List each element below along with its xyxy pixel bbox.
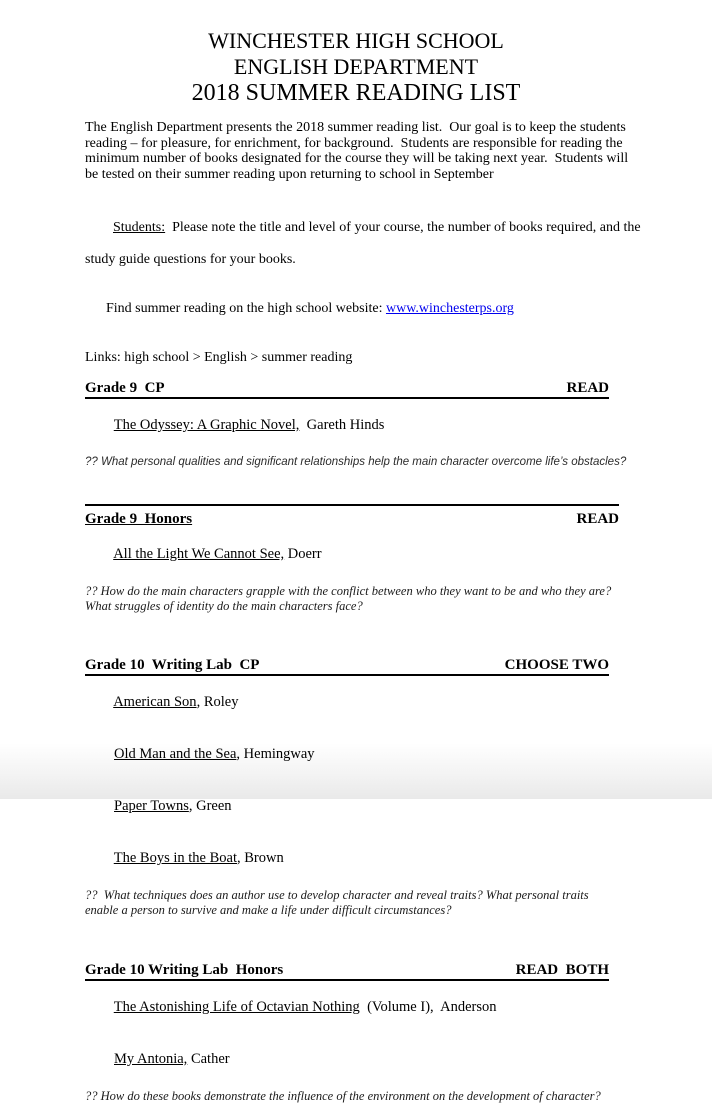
- book-author: , Roley: [196, 694, 239, 710]
- book-item: [85, 781, 609, 832]
- study-question: ?? How do these books demonstrate the influence of the environment on the development of character?: [85, 1089, 601, 1103]
- book-item: [85, 1034, 609, 1085]
- book-title: Old Man and the Sea: [114, 746, 237, 762]
- section-heading-row: [85, 962, 609, 981]
- book-title: The Odyssey: A Graphic Novel,: [113, 417, 300, 433]
- requirement-label: READ: [576, 511, 619, 527]
- section-grade10-writinglab-honors: [85, 962, 609, 1104]
- intro-line: The English Department presents the 2018 summer reading list. Our goal is to keep the students: [85, 120, 626, 135]
- website-link[interactable]: www.winchesterps.org: [385, 301, 514, 316]
- book-item: [85, 529, 609, 580]
- book-title: The Boys in the Boat: [113, 850, 237, 866]
- intro-line: reading – for pleasure, for enrichment, for background. Students are responsible for reading the: [85, 135, 623, 151]
- book-item: [85, 677, 609, 728]
- requirement-label: CHOOSE TWO: [504, 657, 609, 673]
- study-question: ?? What techniques does an author use to develop character and reveal traits? What personal traits: [85, 888, 589, 902]
- intro-line: be tested on their summer reading upon returning to school in September: [85, 166, 494, 182]
- section-heading-row: [85, 504, 619, 528]
- section-heading: Grade 10 Writing Lab CP: [85, 657, 260, 673]
- students-label: Students:: [113, 220, 166, 235]
- book-title: All the Light We Cannot See,: [113, 546, 285, 562]
- students-note: [85, 204, 641, 268]
- students-note-text: study guide questions for your books.: [85, 252, 296, 267]
- book-author: Doerr: [284, 546, 322, 562]
- website-line: [85, 285, 609, 333]
- book-author: Gareth Hinds: [299, 417, 385, 433]
- section-heading: Grade 9 CP: [85, 380, 165, 396]
- book-title: Paper Towns: [114, 798, 189, 814]
- book-author: Cather: [187, 1051, 230, 1067]
- section-grade10-writinglab-cp: [85, 657, 609, 918]
- intro-line: minimum number of books designated for the course they will be taking next year. Students will: [85, 151, 629, 166]
- intro-paragraph: [85, 120, 629, 182]
- section-heading: Grade 10 Writing Lab Honors: [85, 962, 284, 978]
- study-question: enable a person to survive and make a life under difficult circumstances?: [85, 903, 452, 917]
- book-item: [85, 729, 609, 780]
- book-item: [85, 400, 609, 451]
- book-item: [85, 982, 609, 1033]
- study-questions: [85, 584, 612, 614]
- section-grade9-honors: [85, 504, 619, 614]
- book-author: , Brown: [237, 850, 284, 866]
- title-line-list: 2018 SUMMER READING LIST: [191, 80, 521, 106]
- section-heading-row: [85, 657, 609, 676]
- book-item: [85, 833, 609, 884]
- title-line-school: WINCHESTER HIGH SCHOOL: [208, 28, 504, 53]
- study-question: What struggles of identity do the main characters face?: [85, 599, 363, 613]
- students-note-text: Please note the title and level of your course, the number of books required, and the: [165, 220, 641, 235]
- website-line-text: Find summer reading on the high school website:: [106, 301, 386, 316]
- study-question: ?? How do the main characters grapple with the conflict between who they want to be and who they are?: [85, 584, 612, 598]
- title-line-department: ENGLISH DEPARTMENT: [233, 54, 479, 79]
- study-questions: [85, 888, 609, 918]
- requirement-label: READ BOTH: [515, 962, 609, 978]
- book-author: , Green: [188, 798, 232, 814]
- section-grade9-cp: [85, 380, 627, 470]
- book-title: American Son: [113, 694, 197, 710]
- book-author: , Hemingway: [236, 746, 315, 762]
- breadcrumb-line: Links: high school > English > summer reading: [85, 350, 353, 365]
- requirement-label: READ: [566, 380, 609, 396]
- study-question: ?? What personal qualities and significant relationships help the main character overcome life’s obstacles?: [85, 456, 627, 468]
- section-heading-row: [85, 380, 609, 399]
- book-title: My Antonia,: [114, 1051, 188, 1067]
- document-title: [0, 28, 712, 106]
- study-questions: [85, 1089, 609, 1104]
- study-questions: [85, 455, 627, 470]
- book-author: (Volume I), Anderson: [359, 999, 497, 1015]
- book-title: The Astonishing Life of Octavian Nothing: [113, 999, 360, 1015]
- section-heading: Grade 9 Honors: [85, 511, 193, 527]
